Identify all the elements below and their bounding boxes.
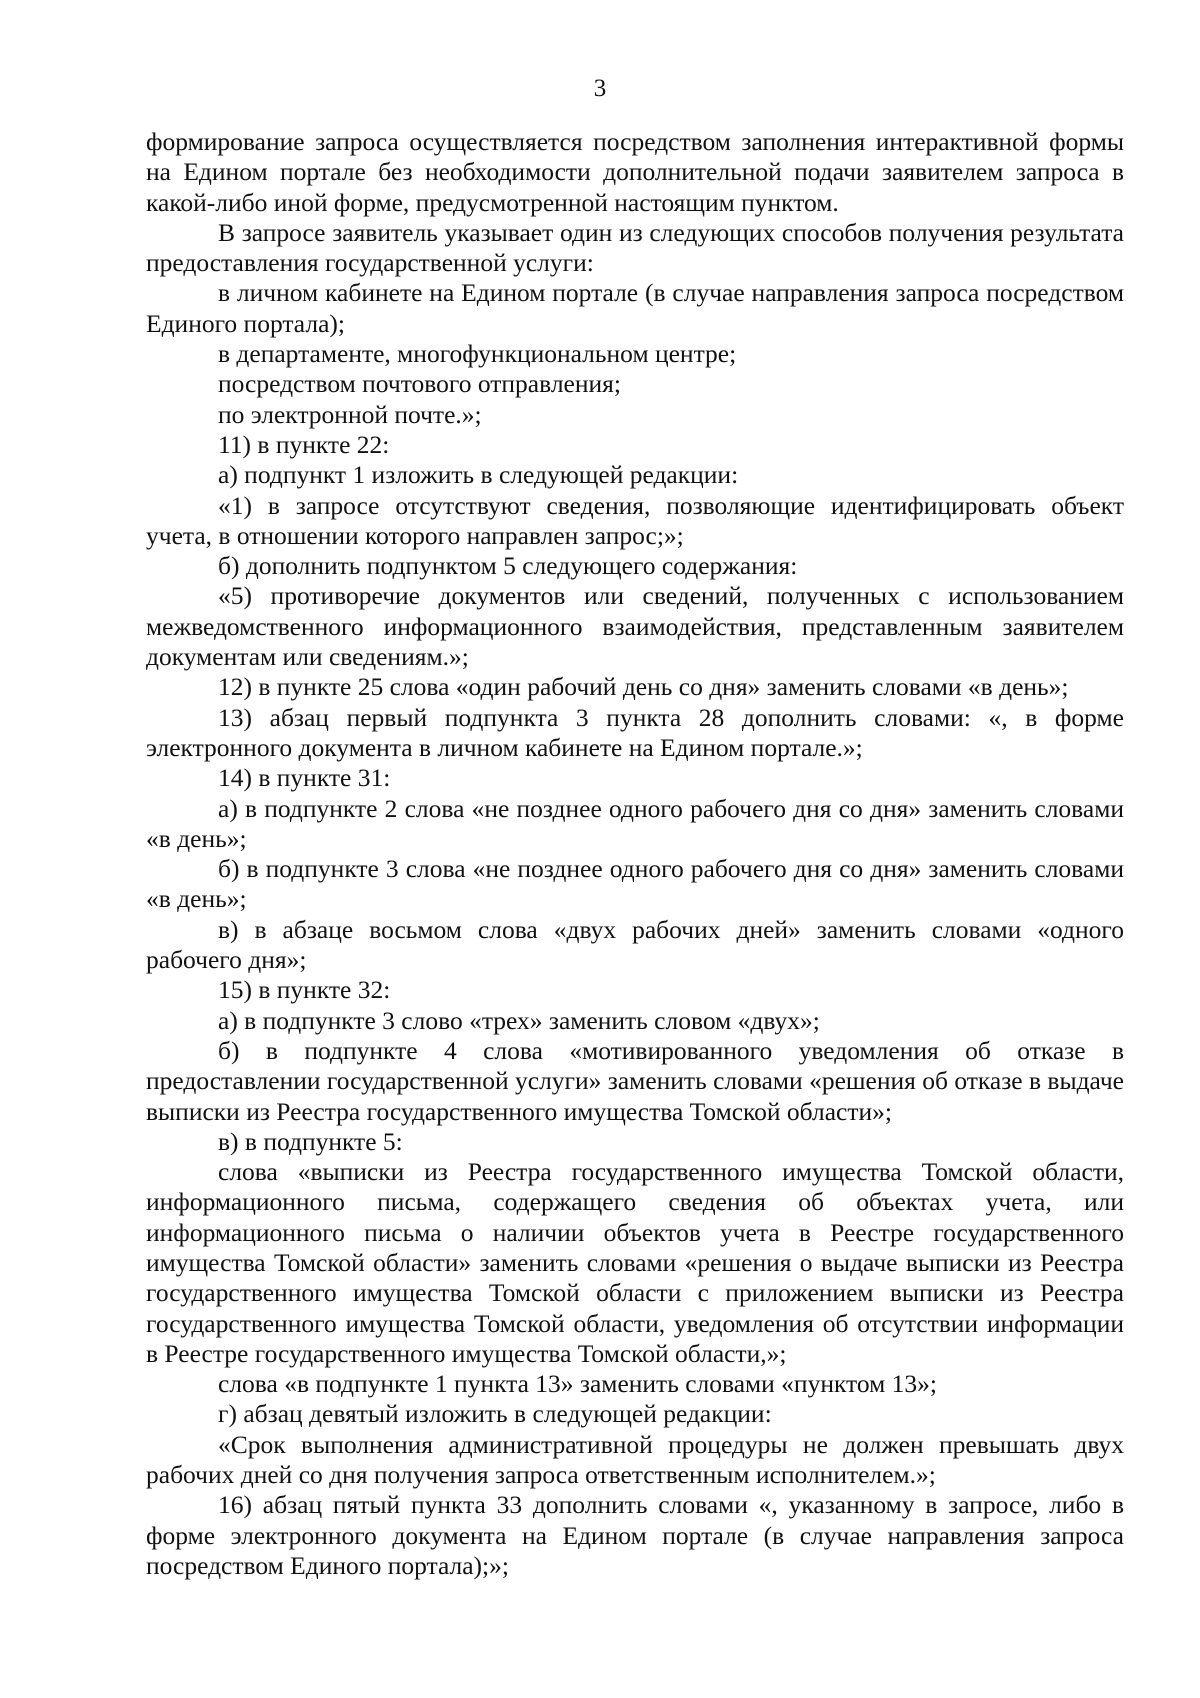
paragraph: в департаменте, многофункциональном центре; (218, 339, 737, 369)
paragraph: г) абзац девятый изложить в следующей редакции: (218, 1399, 772, 1429)
paragraph: а) подпункт 1 изложить в следующей редакции: (218, 460, 739, 490)
paragraph: слова «выписки из Реестра государственного имущества Томской области, информационного письма, содержащего сведения об объектах учета, или информационного письма о наличии объектов учета в Реестре государственного имущества Томской области» заменить словами «решения о выдаче выписки из Реестра государственного имущества Томской области с приложением выписки из Реестра государственного имущества Томской области, уведомления об отсутствии информации в Реестре государственного имущества Томской области,»; (146, 1157, 1124, 1368)
paragraph: б) в подпункте 4 слова «мотивированного уведомления об отказе в предоставлении государственной услуги» заменить словами «решения об отказе в выдаче выписки из Реестра государственного имущества Томской области»; (146, 1035, 1124, 1126)
paragraph: В запросе заявитель указывает один из следующих способов получения результата предоставления государственной услуги: (146, 217, 1124, 278)
paragraph: в) в подпункте 5: (218, 1126, 403, 1156)
paragraph: посредством почтового отправления; (218, 369, 621, 399)
paragraph: формирование запроса осуществляется посредством заполнения интерактивной формы на Едином портале без необходимости дополнительной подачи заявителем запроса в какой-либо иной форме, предусмотренной настоящим пунктом. (146, 127, 1124, 217)
paragraph: 15) в пункте 32: (218, 975, 391, 1005)
paragraph: 14) в пункте 31: (218, 763, 391, 793)
paragraph: в личном кабинете на Едином портале (в случае направления запроса посредством Единого портала); (146, 278, 1124, 338)
paragraph: б) в подпункте 3 слова «не позднее одного рабочего дня со дня» заменить словами «в день»; (146, 854, 1124, 914)
paragraph: в) в абзаце восьмом слова «двух рабочих дней» заменить словами «одного рабочего дня»; (146, 914, 1124, 975)
paragraph: 13) абзац первый подпункта 3 пункта 28 дополнить словами: «, в форме электронного документа в личном кабинете на Едином портале.»; (146, 702, 1124, 762)
paragraph: «Срок выполнения административной процедуры не должен превышать двух рабочих дней со дня получения запроса ответственным исполнителем.»; (146, 1429, 1124, 1490)
paragraph: а) в подпункте 3 слово «трех» заменить словом «двух»; (218, 1005, 820, 1035)
paragraph: «1) в запросе отсутствуют сведения, позволяющие идентифицировать объект учета, в отношении которого направлен запрос;»; (146, 490, 1124, 550)
document-body (146, 127, 1124, 1581)
paragraph: «5) противоречие документов или сведений, полученных с использованием межведомственного информационного взаимодействия, представленным заявителем документам или сведениям.»; (146, 581, 1124, 672)
paragraph: 16) абзац пятый пункта 33 дополнить словами «, указанному в запросе, либо в форме электронного документа на Едином портале (в случае направления запроса посредством Единого портала);»; (146, 1490, 1124, 1580)
paragraph: б) дополнить подпунктом 5 следующего содержания: (218, 551, 798, 581)
page-number: 3 (593, 75, 607, 102)
paragraph: по электронной почте.»; (218, 399, 482, 429)
paragraph: 12) в пункте 25 слова «один рабочий день со дня» заменить словами «в день»; (218, 672, 1069, 702)
paragraph: а) в подпункте 2 слова «не позднее одного рабочего дня со дня» заменить словами «в день»; (146, 793, 1124, 853)
paragraph: 11) в пункте 22: (218, 429, 390, 459)
paragraph: слова «в подпункте 1 пункта 13» заменить словами «пунктом 13»; (218, 1369, 937, 1399)
